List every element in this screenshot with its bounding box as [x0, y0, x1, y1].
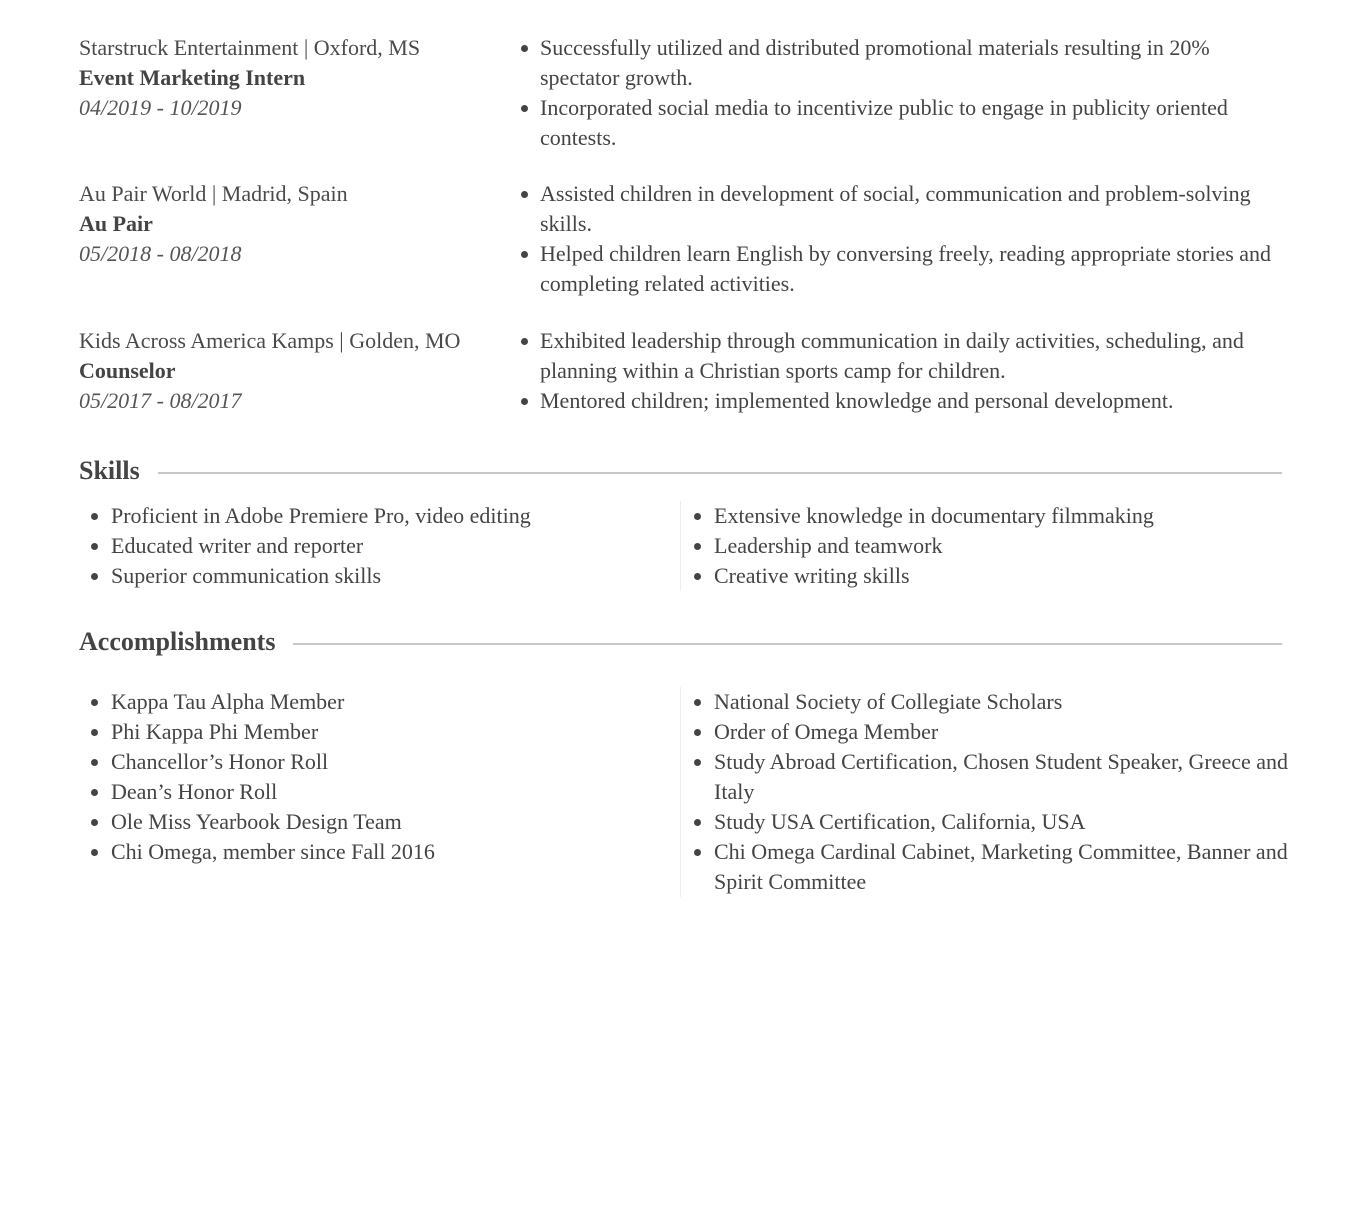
job-bullet-list [519, 33, 1279, 153]
section-divider [158, 472, 1282, 474]
job-details [519, 326, 1279, 416]
accomplishment-item: Chi Omega, member since Fall 2016 [89, 837, 669, 867]
bullet-list [692, 501, 1292, 591]
accomplishment-item: Study Abroad Certification, Chosen Student Speaker, Greece and Italy [692, 747, 1292, 807]
skill-item: Extensive knowledge in documentary filmmaking [692, 501, 1292, 531]
skill-item: Proficient in Adobe Premiere Pro, video editing [89, 501, 669, 531]
job-bullet: Assisted children in development of social, communication and problem-solving skills. [519, 179, 1279, 239]
bullet-list [89, 501, 669, 591]
job-company: Kids Across America Kamps | Golden, MO [79, 328, 461, 353]
job-meta [79, 326, 519, 416]
skill-item: Superior communication skills [89, 561, 669, 591]
job-dates: 05/2017 - 08/2017 [79, 388, 242, 413]
accomplishment-item: Chi Omega Cardinal Cabinet, Marketing Committee, Banner and Spirit Committee [692, 837, 1292, 897]
accomplishment-item: Study USA Certification, California, USA [692, 807, 1292, 837]
accomplishment-item: Order of Omega Member [692, 717, 1292, 747]
job-bullet: Exhibited leadership through communication in daily activities, scheduling, and planning within a Christian sports camp for children. [519, 326, 1279, 386]
job-title: Au Pair [79, 211, 153, 236]
job-bullet-list [519, 179, 1279, 299]
skills-section-header [79, 454, 1282, 488]
accomplishment-item: Ole Miss Yearbook Design Team [89, 807, 669, 837]
accomplishments-column-right [680, 687, 1292, 897]
accomplishments-section-header [79, 625, 1282, 659]
job-title: Event Marketing Intern [79, 65, 306, 90]
bullet-list [692, 687, 1292, 897]
skill-item: Leadership and teamwork [692, 531, 1292, 561]
job-bullet-list [519, 326, 1279, 416]
job-bullet: Successfully utilized and distributed promotional materials resulting in 20% spectator growth. [519, 33, 1279, 93]
job-details [519, 33, 1279, 153]
job-dates: 05/2018 - 08/2018 [79, 241, 242, 266]
section-divider [293, 643, 1282, 645]
accomplishment-item: Phi Kappa Phi Member [89, 717, 669, 747]
section-title: Accomplishments [79, 627, 276, 656]
job-company: Starstruck Entertainment | Oxford, MS [79, 35, 421, 60]
section-title: Skills [79, 456, 140, 485]
accomplishments-column-left [89, 687, 669, 867]
job-meta [79, 179, 519, 269]
accomplishment-item: Chancellor’s Honor Roll [89, 747, 669, 777]
accomplishment-item: National Society of Collegiate Scholars [692, 687, 1292, 717]
skills-column-left [89, 501, 669, 591]
job-bullet: Mentored children; implemented knowledge and personal development. [519, 386, 1279, 416]
job-dates: 04/2019 - 10/2019 [79, 95, 242, 120]
skills-column-right [680, 501, 1292, 591]
skill-item: Creative writing skills [692, 561, 1292, 591]
accomplishment-item: Kappa Tau Alpha Member [89, 687, 669, 717]
skill-item: Educated writer and reporter [89, 531, 669, 561]
job-bullet: Incorporated social media to incentivize public to engage in publicity oriented contests. [519, 93, 1279, 153]
job-company: Au Pair World | Madrid, Spain [79, 181, 348, 206]
job-meta [79, 33, 519, 123]
bullet-list [89, 687, 669, 867]
accomplishment-item: Dean’s Honor Roll [89, 777, 669, 807]
job-title: Counselor [79, 358, 176, 383]
job-details [519, 179, 1279, 299]
job-bullet: Helped children learn English by conversing freely, reading appropriate stories and completing related activities. [519, 239, 1279, 299]
